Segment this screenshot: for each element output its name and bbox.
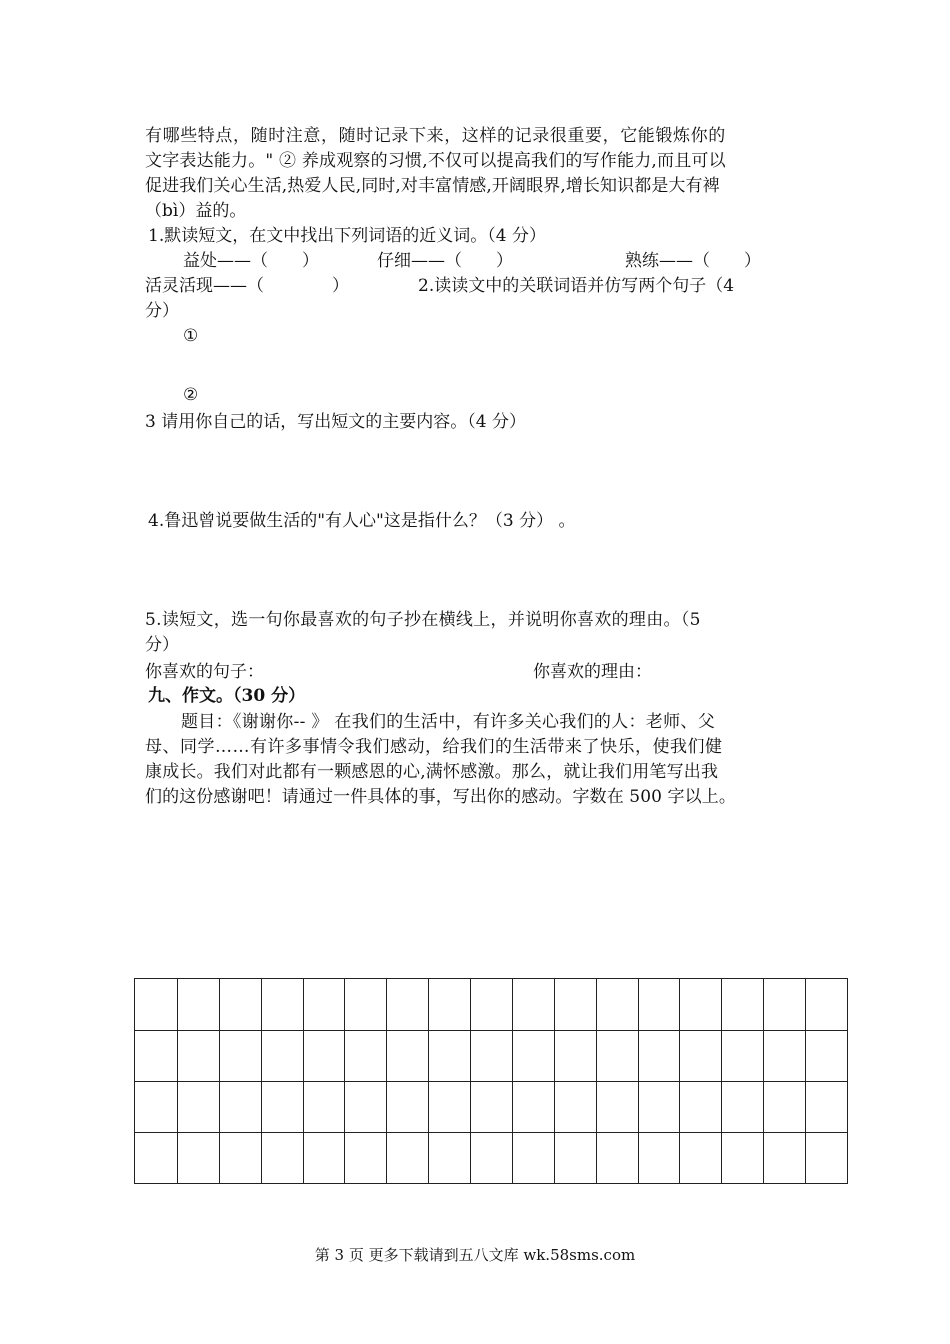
- page-footer: 第 3 页 更多下载请到五八文库 wk.58sms.com: [314, 1246, 636, 1264]
- essay-prompt-line-1: 题目：《谢谢你-- 》 在我们的生活中，有许多关心我们的人：老师、父: [181, 712, 715, 732]
- passage-line-4: （bì）益的。: [145, 201, 247, 221]
- question-1: 1.默读短文，在文中找出下列词语的近义词。（4 分）: [148, 226, 546, 246]
- q1-word-4: 活灵活现——（ ）: [145, 276, 349, 296]
- question-3: 3 请用你自己的话，写出短文的主要内容。（4 分）: [145, 412, 526, 432]
- passage-line-2: 文字表达能力。" ② 养成观察的习惯,不仅可以提高我们的写作能力,而且可以: [145, 151, 726, 171]
- question-5: 5.读短文，选一句你最喜欢的句子抄在横线上，并说明你喜欢的理由。（5: [145, 610, 701, 630]
- essay-prompt-line-4: 们的这份感谢吧！请通过一件具体的事，写出你的感动。字数在 500 字以上。: [145, 787, 736, 807]
- passage-line-3: 促进我们关心生活,热爱人民,同时,对丰富情感,开阔眼界,增长知识都是大有裨: [145, 176, 720, 196]
- essay-prompt-line-3: 康成长。我们对此都有一颗感恩的心,满怀感激。那么，就让我们用笔写出我: [145, 762, 719, 782]
- q1-word-3: 熟练——（ ）: [625, 251, 761, 271]
- favorite-sentence-label: 你喜欢的句子：: [145, 662, 264, 682]
- writing-grid: [134, 978, 848, 1184]
- q1-word-2: 仔细——（ ）: [377, 251, 513, 271]
- question-2-cont: 分）: [145, 301, 179, 321]
- question-4: 4.鲁迅曾说要做生活的"有人心"这是指什么？（3 分） 。: [148, 511, 576, 531]
- question-2: 2.读读文中的关联词语并仿写两个句子（4: [418, 276, 735, 296]
- answer-mark-1: ①: [183, 326, 199, 346]
- q1-word-1: 益处——（ ）: [183, 251, 319, 271]
- section-title: 九、作文。（30 分）: [148, 686, 306, 706]
- question-5-cont: 分）: [145, 635, 179, 655]
- passage-line-1: 有哪些特点，随时注意，随时记录下来，这样的记录很重要，它能锻炼你的: [145, 126, 726, 146]
- writing-grid-lines: [135, 979, 847, 1183]
- answer-mark-2: ②: [183, 385, 199, 405]
- reason-label: 你喜欢的理由：: [533, 662, 652, 682]
- essay-prompt-line-2: 母、同学……有许多事情令我们感动，给我们的生活带来了快乐，使我们健: [145, 737, 723, 757]
